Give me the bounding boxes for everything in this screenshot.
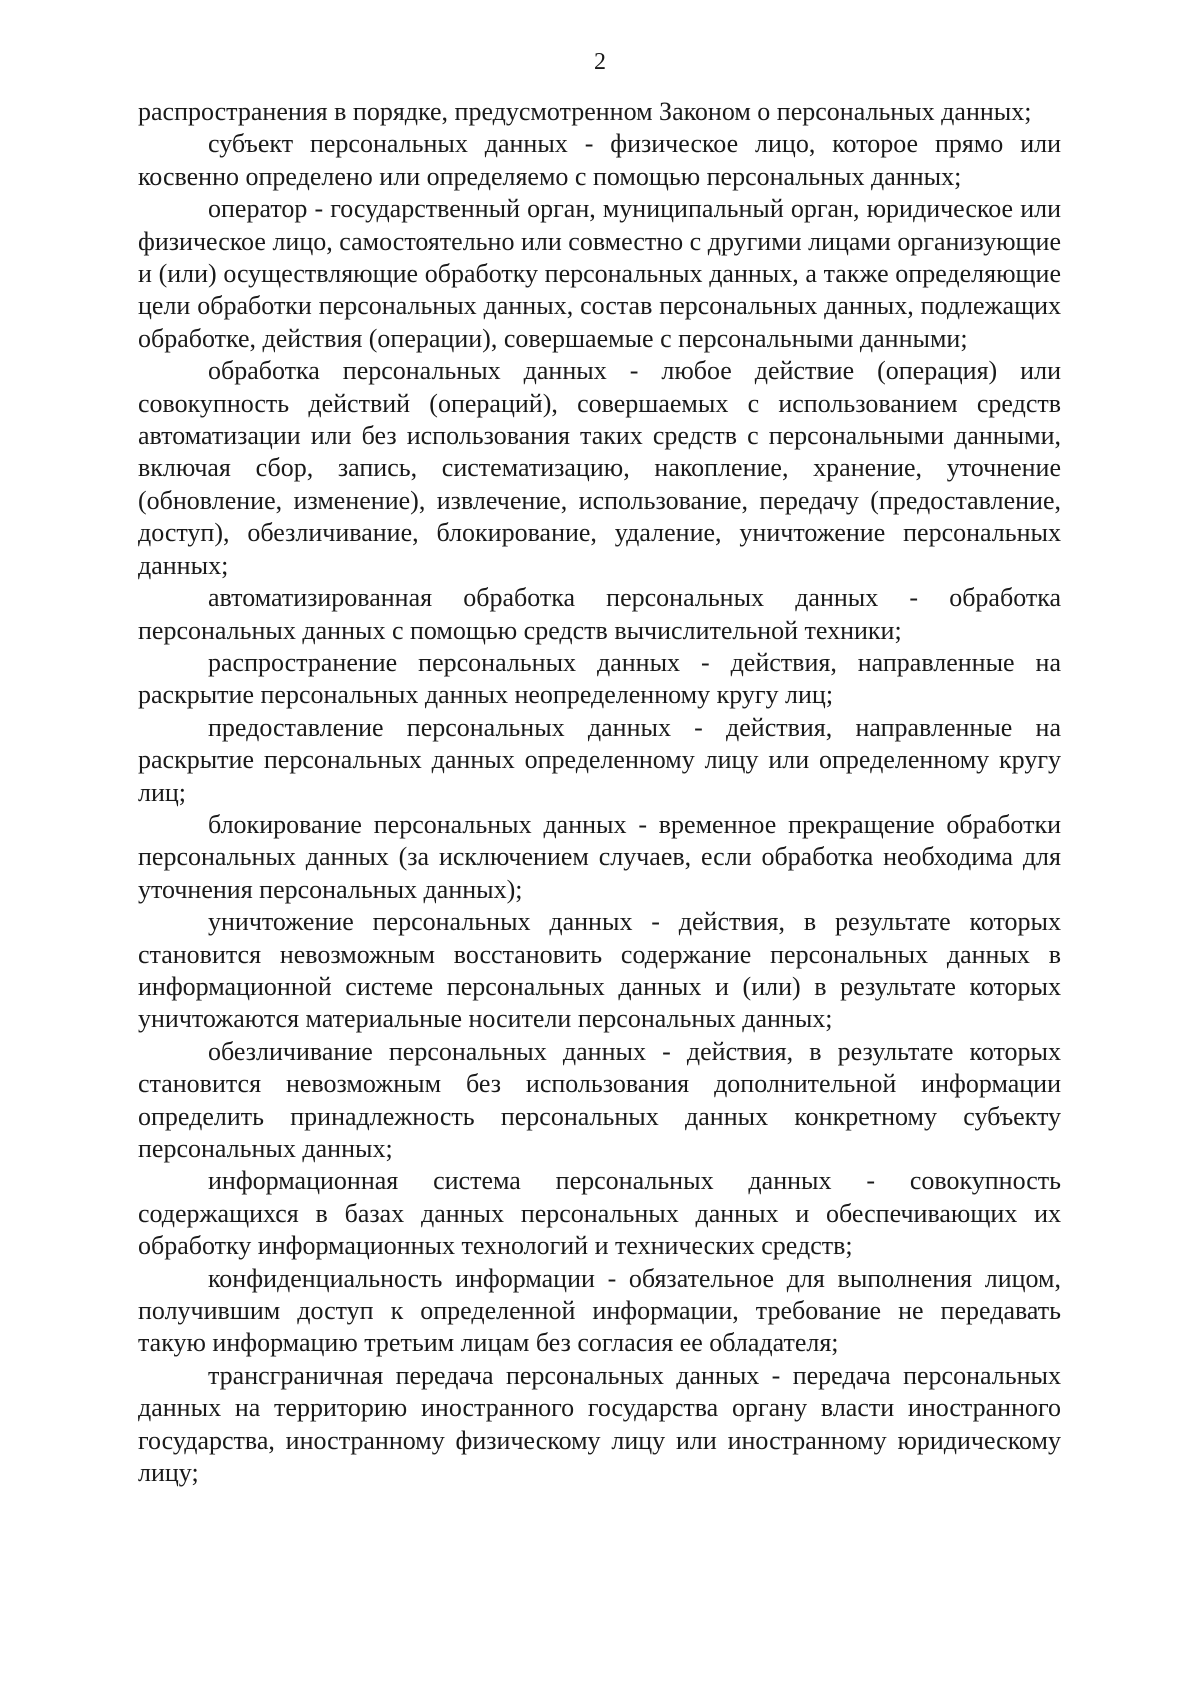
paragraph-dissemination-definition: распространение персональных данных - действия, направленные на раскрытие персональных данных неопределенному кругу лиц; — [138, 647, 1061, 710]
paragraph-automated-processing-definition: автоматизированная обработка персональных данных - обработка персональных данных с помощью средств вычислительной техники; — [138, 583, 1061, 645]
paragraph-processing-definition: обработка персональных данных - любое действие (операция) или совокупность действий (операций), совершаемых с использованием средств автоматизации или без использования таких средств с персональными данными, включая сбор, запись, систематизацию, накопление, хранение, уточнение (обновление, изменение), извлечение, использование, передачу (предоставление, доступ), обезличивание, блокирование, удаление, уничтожение персональных данных; — [138, 356, 1061, 580]
paragraph-confidentiality-definition: конфиденциальность информации - обязательное для выполнения лицом, получившим доступ к определенной информации, требование не передавать такую информацию третьим лицам без согласия ее обладателя; — [138, 1263, 1061, 1358]
paragraph-provision-definition: предоставление персональных данных - действия, направленные на раскрытие персональных данных определенному лицу или определенному кругу лиц; — [138, 712, 1061, 807]
paragraph-blocking-definition: блокирование персональных данных - временное прекращение обработки персональных данных (за исключением случаев, если обработка необходима для уточнения персональных данных); — [138, 809, 1061, 904]
paragraph-depersonalization-definition: обезличивание персональных данных - действия, в результате которых становится невозможным без использования дополнительной информации определить принадлежность персональных данных конкретному субъекту персональных данных; — [138, 1036, 1061, 1163]
document-body — [138, 96, 1061, 1489]
paragraph-destruction-definition: уничтожение персональных данных - действия, в результате которых становится невозможным восстановить содержание персональных данных в информационной системе персональных данных и (или) в результате которых уничтожаются материальные носители персональных данных; — [138, 907, 1061, 1034]
paragraph-subject-definition: субъект персональных данных - физическое лицо, которое прямо или косвенно определено или определяемо с помощью персональных данных; — [138, 129, 1061, 191]
paragraph-information-system-definition: информационная система персональных данных - совокупность содержащихся в базах данных персональных данных и обеспечивающих их обработку информационных технологий и технических средств; — [138, 1166, 1061, 1261]
paragraph-operator-definition: оператор - государственный орган, муниципальный орган, юридическое или физическое лицо, самостоятельно или совместно с другими лицами организующие и (или) осуществляющие обработку персональных данных, а также определяющие цели обработки персональных данных, состав персональных данных, подлежащих обработке, действия (операции), совершаемые с персональными данными; — [138, 194, 1061, 353]
paragraph-cross-border-transfer-definition: трансграничная передача персональных данных - передача персональных данных на территорию иностранного государства органу власти иностранного государства, иностранному физическому лицу или иностранному юридическому лицу; — [138, 1360, 1061, 1488]
paragraph-continuation: распространения в порядке, предусмотренном Законом о персональных данных; — [138, 97, 1032, 126]
page-number: 2 — [594, 49, 606, 75]
